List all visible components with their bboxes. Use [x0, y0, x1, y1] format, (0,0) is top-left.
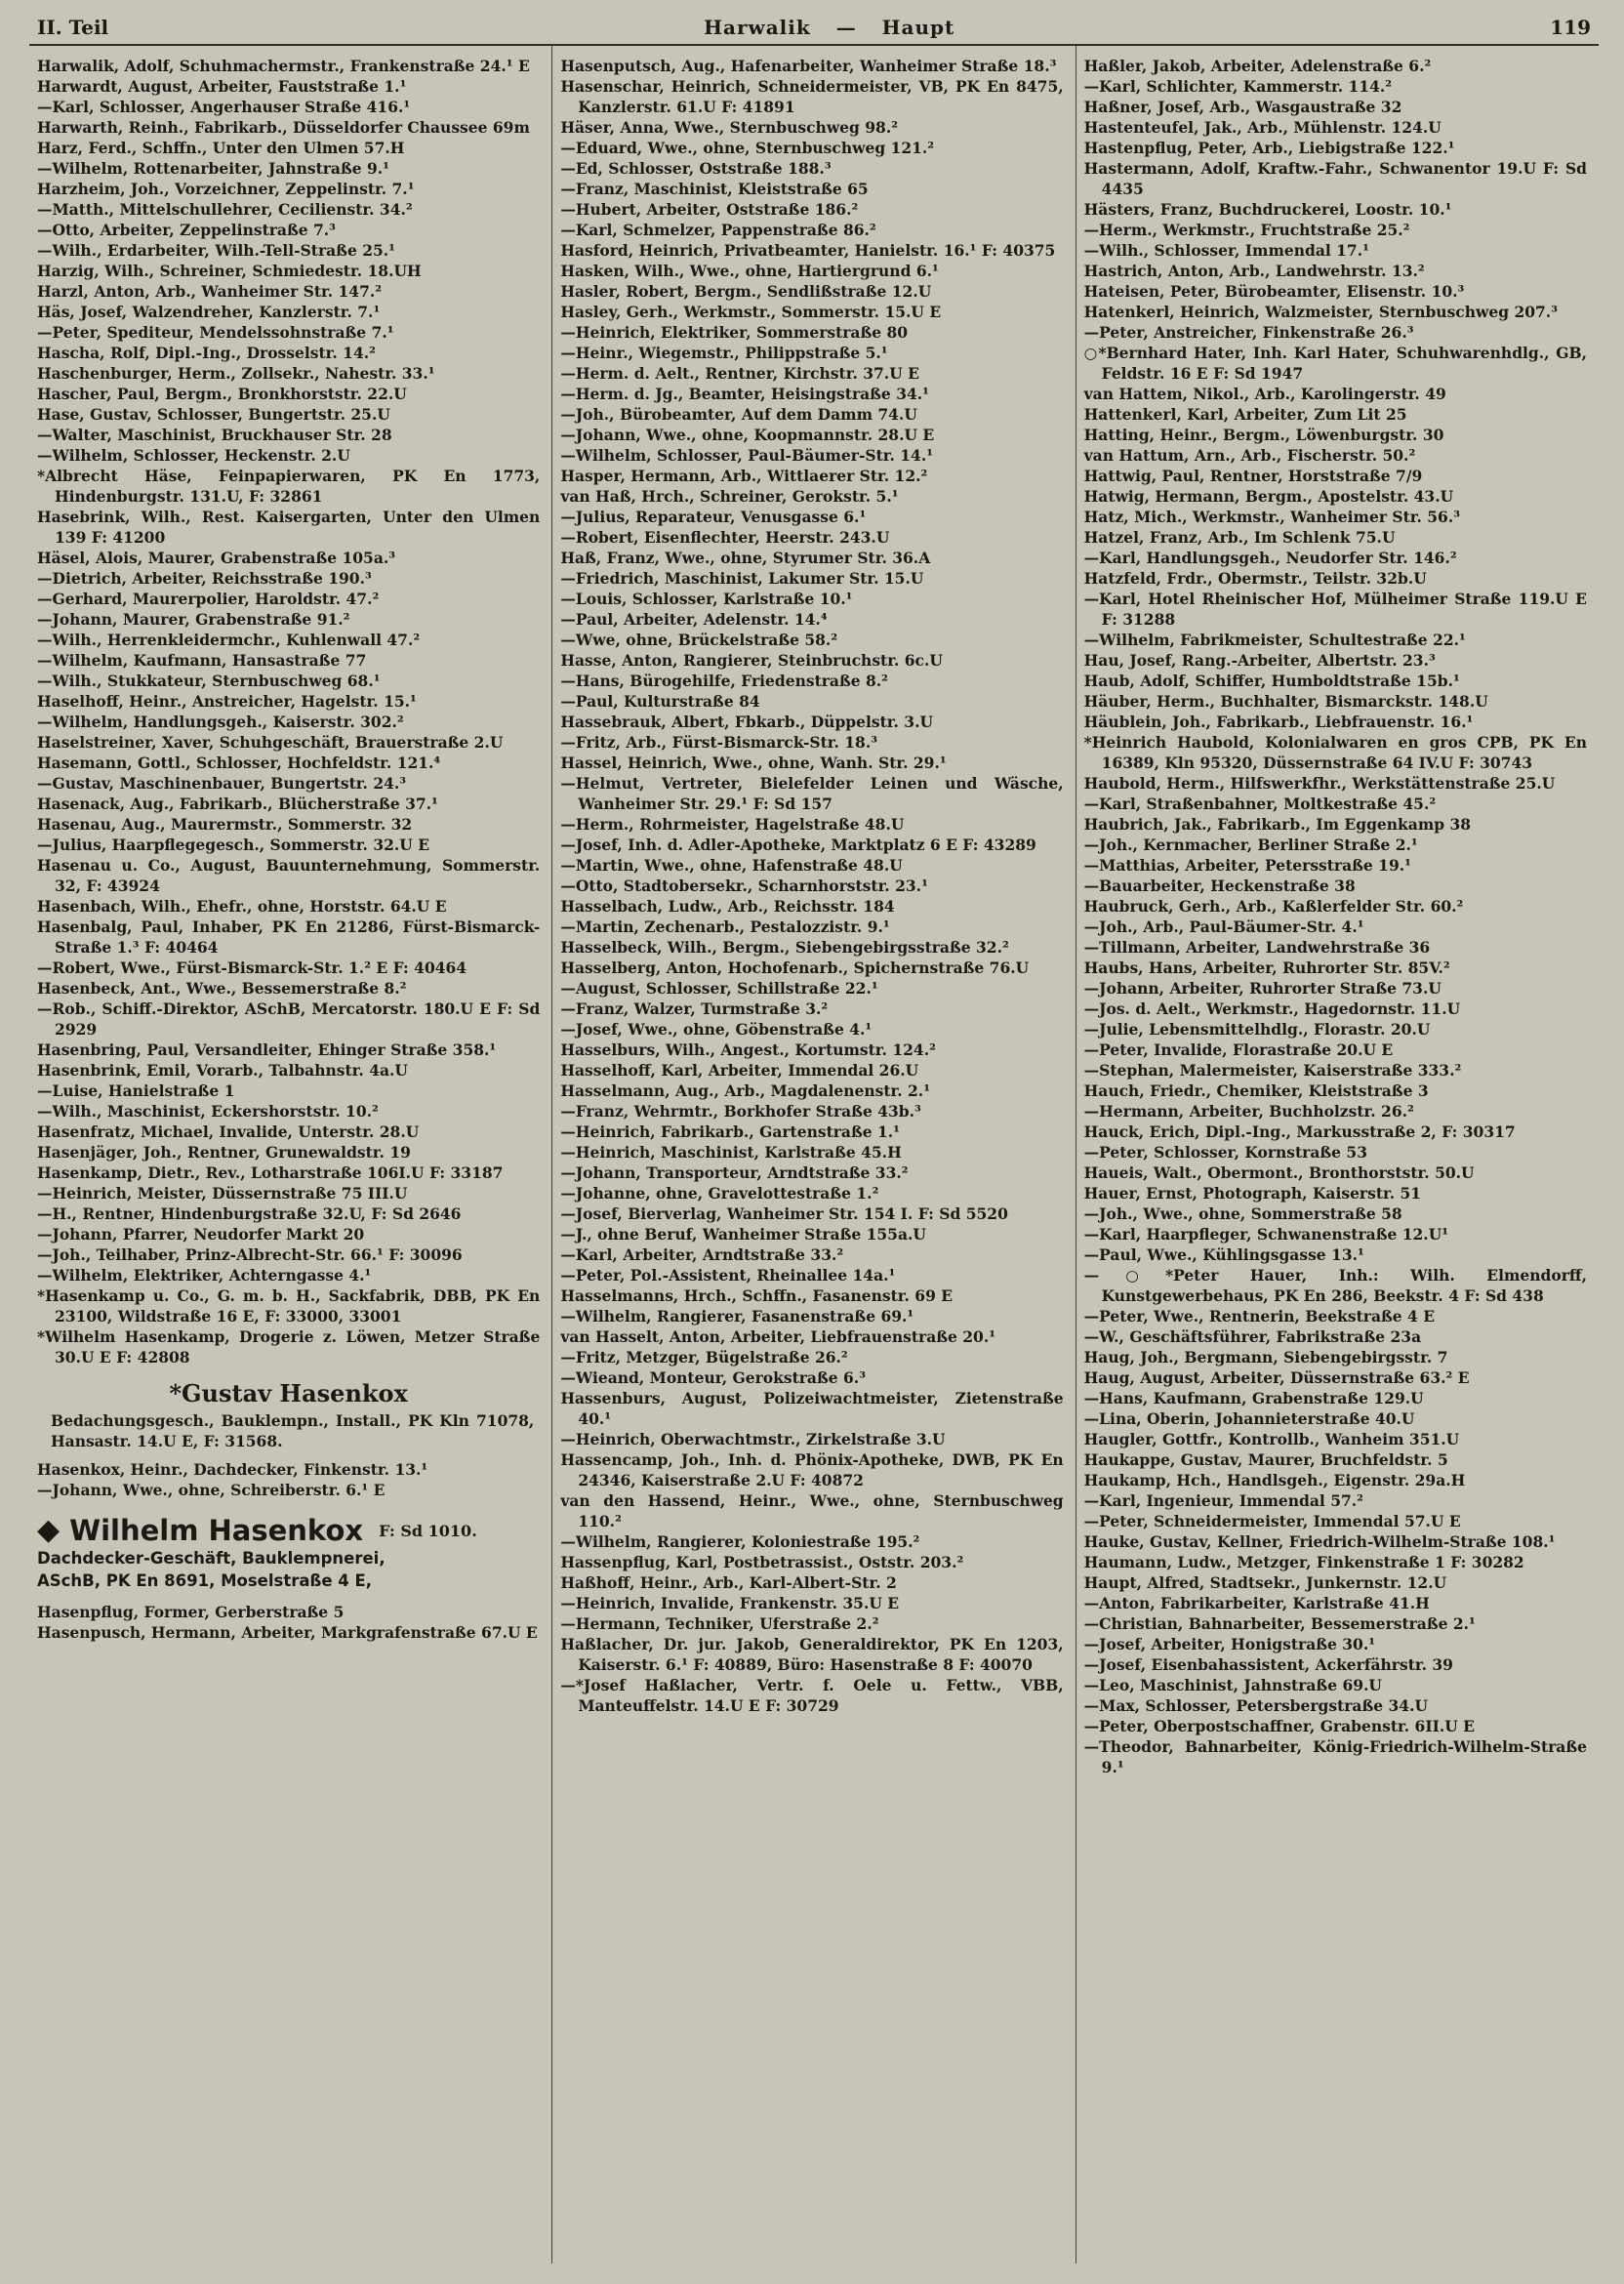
directory-entry: —Wieand, Monteur, Gerokstraße 6.³: [560, 1368, 866, 1387]
directory-entry: —Paul, Kulturstraße 84: [560, 692, 760, 711]
directory-entry: —Heinrich, Meister, Düssernstraße 75 III.U: [37, 1184, 408, 1203]
directory-entry: —Karl, Haarpfleger, Schwanenstraße 12.U¹: [1083, 1225, 1449, 1244]
directory-entry: —Peter, Spediteur, Mendelssohnstraße 7.¹: [37, 323, 394, 342]
directory-entry: —Franz, Walzer, Turmstraße 3.²: [560, 999, 829, 1018]
directory-entry: —Peter, Invalide, Florastraße 20.U E: [1083, 1040, 1394, 1059]
directory-entry: Hastenteufel, Jak., Arb., Mühlenstr. 124.U: [1083, 118, 1441, 137]
directory-entry: —Johann, Maurer, Grabenstraße 91.²: [37, 610, 350, 629]
directory-entry: —Joh., Kernmacher, Berliner Straße 2.¹: [1083, 836, 1418, 854]
directory-entry: Haselstreiner, Xaver, Schuhgeschäft, Brauerstraße 2.U: [37, 733, 504, 752]
directory-entry: Hastrich, Anton, Arb., Landwehrstr. 13.²: [1083, 262, 1425, 280]
directory-entry: van den Hassend, Heinr., Wwe., ohne, Sternbuschweg 110.²: [560, 1491, 1064, 1530]
directory-entry: —Julius, Reparateur, Venusgasse 6.¹: [560, 508, 867, 526]
directory-entry: —Johanne, ohne, Gravelottestraße 1.²: [560, 1184, 879, 1203]
directory-entry: Hatzel, Franz, Arb., Im Schlenk 75.U: [1083, 528, 1396, 547]
directory-entry: —H., Rentner, Hindenburgstraße 32.U, F: Sd 2646: [37, 1204, 462, 1223]
directory-entry: Harzl, Anton, Arb., Wanheimer Str. 147.²: [37, 282, 383, 301]
directory-entry: Haßlacher, Dr. jur. Jakob, Generaldirektor, PK En 1203, Kaiserstr. 6.¹ F: 40889, Büro: Hasenstraße 8 F: 40070: [560, 1635, 1064, 1674]
directory-entry: Hasenschar, Heinrich, Schneidermeister, VB, PK En 8475, Kanzlerstr. 61.U F: 41891: [560, 77, 1064, 116]
directory-entry: —Heinrich, Elektriker, Sommerstraße 80: [560, 323, 909, 342]
directory-entry: Haub, Adolf, Schiffer, Humboldtstraße 15b.¹: [1083, 672, 1460, 690]
directory-entry: —Peter, Wwe., Rentnerin, Beekstraße 4 E: [1083, 1307, 1436, 1326]
directory-entry: *Heinrich Haubold, Kolonialwaren en gros CPB, PK En 16389, Kln 95320, Düssernstraße 64 IV.U F: 30743: [1083, 733, 1587, 772]
directory-entry: Haß, Franz, Wwe., ohne, Styrumer Str. 36.A: [560, 549, 931, 567]
directory-ad-heading: *Gustav Hasenkox: [169, 1379, 408, 1407]
directory-entry: Haug, Joh., Bergmann, Siebengebirgsstr. 7: [1083, 1348, 1448, 1366]
directory-entry: Haßler, Jakob, Arbeiter, Adelenstraße 6.²: [1083, 57, 1432, 75]
directory-entry: Hasenbalg, Paul, Inhaber, PK En 21286, Fürst-Bismarck-Straße 1.³ F: 40464: [37, 918, 541, 957]
directory-entry: —Otto, Stadtobersekr., Scharnhorststr. 23.¹: [560, 877, 928, 895]
directory-entry: Hasenpflug, Former, Gerberstraße 5: [37, 1603, 345, 1621]
directory-entry: —Peter, Schlosser, Kornstraße 53: [1083, 1143, 1367, 1162]
directory-entry: Haubruck, Gerh., Arb., Kaßlerfelder Str. 60.²: [1083, 897, 1464, 916]
directory-entry: Hascha, Rolf, Dipl.-Ing., Drosselstr. 14.²: [37, 344, 376, 362]
directory-entry: Hassencamp, Joh., Inh. d. Phönix-Apotheke, DWB, PK En 24346, Kaiserstraße 2.U F: 40872: [560, 1450, 1064, 1489]
directory-entry: —Matth., Mittelschullehrer, Cecilienstr. 34.²: [37, 200, 413, 219]
directory-entry: —Hans, Kaufmann, Grabenstraße 129.U: [1083, 1389, 1424, 1407]
directory-entry: Haubrich, Jak., Fabrikarb., Im Eggenkamp 38: [1083, 815, 1472, 834]
directory-entry: —Julie, Lebensmittelhdlg., Florastr. 20.U: [1083, 1020, 1431, 1039]
directory-entry: Hasler, Robert, Bergm., Sendlißstraße 12.U: [560, 282, 932, 301]
directory-entry: Hascher, Paul, Bergm., Bronkhorststr. 22.U: [37, 385, 407, 403]
page-header: [29, 16, 1599, 46]
directory-entry: —Karl, Schmelzer, Pappenstraße 86.²: [560, 221, 876, 239]
directory-entry: *Hasenkamp u. Co., G. m. b. H., Sackfabrik, DBB, PK En 23100, Wildstraße 16 E, F: 33000, 33001: [37, 1286, 541, 1326]
directory-entry: Hasenbeck, Ant., Wwe., Bessemerstraße 8.²: [37, 979, 407, 998]
directory-entry: —Heinr., Wiegemstr., Philippstraße 5.¹: [560, 344, 888, 362]
directory-entry: —Max, Schlosser, Petersbergstraße 34.U: [1083, 1696, 1428, 1715]
directory-entry: —Ed, Schlosser, Oststraße 188.³: [560, 159, 832, 178]
directory-entry: —J., ohne Beruf, Wanheimer Straße 155a.U: [560, 1225, 926, 1244]
directory-entry: —Dietrich, Arbeiter, Reichsstraße 190.³: [37, 569, 372, 588]
directory-entry: Haugler, Gottfr., Kontrollb., Wanheim 351.U: [1083, 1430, 1460, 1448]
directory-entry: —Karl, Schlosser, Angerhauser Straße 416.¹: [37, 98, 411, 116]
directory-entry: —Karl, Straßenbahner, Moltkestraße 45.²: [1083, 795, 1437, 813]
directory-entry: —Peter, Oberpostschaffner, Grabenstr. 6II.U E: [1083, 1717, 1475, 1735]
directory-entry: —Karl, Ingenieur, Immendal 57.²: [1083, 1491, 1363, 1510]
directory-entry: Haßhoff, Heinr., Arb., Karl-Albert-Str. 2: [560, 1573, 897, 1592]
directory-entry: —Heinrich, Invalide, Frankenstr. 35.U E: [560, 1594, 900, 1612]
directory-entry: —Karl, Schlichter, Kammerstr. 114.²: [1083, 77, 1393, 96]
directory-entry: —Johann, Wwe., ohne, Koopmannstr. 28.U E: [560, 426, 935, 444]
directory-entry: —Wilh., Herrenkleidermchr., Kuhlenwall 47.²: [37, 631, 421, 649]
directory-entry: —Wilh., Maschinist, Eckershorststr. 10.²: [37, 1102, 379, 1121]
directory-entry: Hasemann, Gottl., Schlosser, Hochfeldstr. 121.⁴: [37, 754, 441, 772]
directory-entry: Hasenau, Aug., Maurermstr., Sommerstr. 32: [37, 815, 413, 834]
directory-entry: —Leo, Maschinist, Jahnstraße 69.U: [1083, 1676, 1382, 1694]
directory-entry: —Joh., Wwe., ohne, Sommerstraße 58: [1083, 1204, 1402, 1223]
directory-entry: —Hermann, Arbeiter, Buchholzstr. 26.²: [1083, 1102, 1414, 1121]
directory-entry: —Wilh., Erdarbeiter, Wilh.-Tell-Straße 25.¹: [37, 241, 395, 260]
directory-entry: —Heinrich, Oberwachtmstr., Zirkelstraße 3.U: [560, 1430, 946, 1448]
header-part-label: II. Teil: [37, 16, 109, 39]
directory-entry: —Anton, Fabrikarbeiter, Karlstraße 41.H: [1083, 1594, 1430, 1612]
directory-entry: —Karl, Handlungsgeh., Neudorfer Str. 146.²: [1083, 549, 1457, 567]
directory-entry: Hasselmann, Aug., Arb., Magdalenenstr. 2.¹: [560, 1081, 930, 1100]
directory-entry: —Wilh., Schlosser, Immendal 17.¹: [1083, 241, 1369, 260]
header-guide-words: Harwalik — Haupt: [704, 16, 955, 39]
directory-column-2: [551, 46, 1075, 2264]
directory-entry: Hasse, Anton, Rangierer, Steinbruchstr. 6c.U: [560, 651, 943, 670]
directory-entry: Harwalik, Adolf, Schuhmachermstr., Frankenstraße 24.¹ E: [37, 57, 530, 75]
directory-entry: Hateisen, Peter, Bürobeamter, Elisenstr. 10.³: [1083, 282, 1465, 301]
directory-entry: Hasselhoff, Karl, Arbeiter, Immendal 26.U: [560, 1061, 919, 1080]
directory-entry: —Josef, Wwe., ohne, Göbenstraße 4.¹: [560, 1020, 873, 1039]
page-number: 119: [1550, 16, 1591, 39]
ad-phone-number: F: Sd 1010.: [379, 1521, 477, 1540]
directory-entry: —Herm., Werkmstr., Fruchtstraße 25.²: [1083, 221, 1410, 239]
directory-entry: Hasenbrink, Emil, Vorarb., Talbahnstr. 4a.U: [37, 1061, 408, 1080]
directory-entry: —Theodor, Bahnarbeiter, König-Friedrich-Wilhelm-Straße 9.¹: [1083, 1737, 1587, 1776]
directory-entry: —Herm. d. Jg., Beamter, Heisingstraße 34.¹: [560, 385, 929, 403]
directory-entry: van Hattem, Nikol., Arb., Karolingerstr. 49: [1083, 385, 1446, 403]
directory-entry: —Stephan, Malermeister, Kaiserstraße 333.²: [1083, 1061, 1462, 1080]
directory-entry: —Wilhelm, Rangierer, Fasanenstraße 69.¹: [560, 1307, 914, 1326]
directory-entry: Haubold, Herm., Hilfswerkfhr., Werkstättenstraße 25.U: [1083, 774, 1556, 793]
directory-entry: Hatenkerl, Heinrich, Walzmeister, Sternbuschweg 207.³: [1083, 303, 1558, 321]
directory-entry: Hasenau u. Co., August, Bauunternehmung, Sommerstr. 32, F: 43924: [37, 856, 541, 895]
directory-entry: —Friedrich, Maschinist, Lakumer Str. 15.U: [560, 569, 924, 588]
directory-entry: —Josef, Bierverlag, Wanheimer Str. 154 I. F: Sd 5520: [560, 1204, 1008, 1223]
directory-column-3: [1076, 46, 1599, 2264]
directory-entry: Häublein, Joh., Fabrikarb., Liebfrauenstr. 16.¹: [1083, 713, 1474, 731]
directory-entry: —Fritz, Metzger, Bügelstraße 26.²: [560, 1348, 848, 1366]
directory-entry: —Wilhelm, Schlosser, Heckenstr. 2.U: [37, 446, 350, 465]
directory-entry: —Paul, Wwe., Kühlingsgasse 13.¹: [1083, 1245, 1364, 1264]
directory-entry: Haßner, Josef, Arb., Wasgaustraße 32: [1083, 98, 1402, 116]
directory-entry: —Peter, Schneidermeister, Immendal 57.U E: [1083, 1512, 1461, 1530]
directory-entry: —Wilhelm, Rangierer, Koloniestraße 195.²: [560, 1532, 920, 1551]
directory-entry: Hasenfratz, Michael, Invalide, Unterstr. 28.U: [37, 1122, 420, 1141]
directory-entry: —Karl, Hotel Rheinischer Hof, Mülheimer Straße 119.U E F: 31288: [1083, 590, 1587, 629]
directory-entry: Häuber, Herm., Buchhalter, Bismarckstr. 148.U: [1083, 692, 1488, 711]
directory-entry: —*Josef Haßlacher, Vertr. f. Oele u. Fettw., VBB, Manteuffelstr. 14.U E F: 30729: [560, 1676, 1064, 1715]
directory-entry: —Martin, Wwe., ohne, Hafenstraße 48.U: [560, 856, 903, 875]
directory-entry: —○*Peter Hauer, Inh.: Wilh. Elmendorff, Kunstgewerbehaus, PK En 286, Beekstr. 4 F: Sd 438: [1083, 1266, 1587, 1305]
directory-entry: —Jos. d. Aelt., Werkmstr., Hagedornstr. 11.U: [1083, 999, 1461, 1018]
directory-entry: Harwarth, Reinh., Fabrikarb., Düsseldorfer Chaussee 69m: [37, 118, 530, 137]
directory-entry: Hasford, Heinrich, Privatbeamter, Hanielstr. 16.¹ F: 40375: [560, 241, 1056, 260]
directory-entry: —Josef, Arbeiter, Honigstraße 30.¹: [1083, 1635, 1376, 1653]
directory-entry: Hatzfeld, Frdr., Obermstr., Teilstr. 32b.U: [1083, 569, 1427, 588]
directory-entry: Hasselburs, Wilh., Angest., Kortumstr. 124.²: [560, 1040, 936, 1059]
directory-entry: Hasenputsch, Aug., Hafenarbeiter, Wanheimer Straße 18.³: [560, 57, 1057, 75]
directory-entry: —August, Schlosser, Schillstraße 22.¹: [560, 979, 878, 998]
directory-entry: Haupt, Alfred, Stadtsekr., Junkernstr. 12.U: [1083, 1573, 1447, 1592]
directory-entry: Häs, Josef, Walzendreher, Kanzlerstr. 7.¹: [37, 303, 381, 321]
directory-entry: —Walter, Maschinist, Bruckhauser Str. 28: [37, 426, 392, 444]
directory-entry: *Albrecht Häse, Feinpapierwaren, PK En 1773, Hindenburgstr. 131.U, F: 32861: [37, 467, 541, 506]
directory-entry: —Josef, Eisenbahassistent, Ackerfährstr. 39: [1083, 1655, 1453, 1674]
directory-entry: Haukappe, Gustav, Maurer, Bruchfeldstr. 5: [1083, 1450, 1448, 1469]
directory-entry: —Hermann, Techniker, Uferstraße 2.²: [560, 1614, 879, 1633]
directory-entry: —Martin, Zechenarb., Pestalozzistr. 9.¹: [560, 918, 890, 936]
directory-entry: —Otto, Arbeiter, Zeppelinstraße 7.³: [37, 221, 336, 239]
directory-entry: Hauch, Friedr., Chemiker, Kleiststraße 3: [1083, 1081, 1429, 1100]
directory-entry: —Joh., Teilhaber, Prinz-Albrecht-Str. 66.¹ F: 30096: [37, 1245, 463, 1264]
directory-entry: van Haß, Hrch., Schreiner, Gerokstr. 5.¹: [560, 487, 899, 506]
directory-entry: Hasenack, Aug., Fabrikarb., Blücherstraße 37.¹: [37, 795, 438, 813]
directory-entry: Hassenburs, August, Polizeiwachtmeister, Zietenstraße 40.¹: [560, 1389, 1064, 1428]
directory-entry: Hasenkamp, Dietr., Rev., Lotharstraße 106I.U F: 33187: [37, 1163, 504, 1182]
directory-entry: —Wilhelm, Handlungsgeh., Kaiserstr. 302.²: [37, 713, 404, 731]
directory-entry: Häsel, Alois, Maurer, Grabenstraße 105a.³: [37, 549, 396, 567]
directory-entry: —Wilhelm, Rottenarbeiter, Jahnstraße 9.¹: [37, 159, 389, 178]
ad-business-name: Wilhelm Hasenkox: [69, 1514, 364, 1547]
ad-text-line: Dachdecker-Geschäft, Bauklempnerei,: [37, 1549, 386, 1568]
directory-entry: —Louis, Schlosser, Karlstraße 10.¹: [560, 590, 853, 608]
directory-entry: Haueis, Walt., Obermont., Bronthorststr. 50.U: [1083, 1163, 1475, 1182]
directory-entry: —Rob., Schiff.-Direktor, ASchB, Mercatorstr. 180.U E F: Sd 2929: [37, 999, 541, 1039]
directory-entry: Haselhoff, Heinr., Anstreicher, Hagelstr. 15.¹: [37, 692, 417, 711]
directory-entry: —Wilhelm, Schlosser, Paul-Bäumer-Str. 14.¹: [560, 446, 934, 465]
directory-entry: —Peter, Anstreicher, Finkenstraße 26.³: [1083, 323, 1414, 342]
directory-entry: —Eduard, Wwe., ohne, Sternbuschweg 121.²: [560, 139, 935, 157]
directory-entry: —Hubert, Arbeiter, Oststraße 186.²: [560, 200, 859, 219]
directory-entry: —Johann, Transporteur, Arndtstraße 33.²: [560, 1163, 909, 1182]
directory-entry: Haubs, Hans, Arbeiter, Ruhrorter Str. 85V.²: [1083, 958, 1450, 977]
directory-entry: Haug, August, Arbeiter, Düssernstraße 63.² E: [1083, 1368, 1470, 1387]
directory-display-ad: [37, 1514, 540, 1592]
directory-entry: —Wwe, ohne, Brückelstraße 58.²: [560, 631, 838, 649]
directory-entry: —Herm., Rohrmeister, Hagelstraße 48.U: [560, 815, 905, 834]
directory-entry: —Helmut, Vertreter, Bielefelder Leinen und Wäsche, Wanheimer Str. 29.¹ F: Sd 157: [560, 774, 1064, 813]
directory-entry: Hasken, Wilh., Wwe., ohne, Hartiergrund 6.¹: [560, 262, 939, 280]
directory-entry: —Fritz, Arb., Fürst-Bismarck-Str. 18.³: [560, 733, 878, 752]
directory-entry: Hatting, Heinr., Bergm., Löwenburgstr. 30: [1083, 426, 1444, 444]
directory-entry: —W., Geschäftsführer, Fabrikstraße 23a: [1083, 1327, 1422, 1346]
directory-entry: Hasselbach, Ludw., Arb., Reichsstr. 184: [560, 897, 895, 916]
directory-entry: —Lina, Oberin, Johannieterstraße 40.U: [1083, 1409, 1415, 1428]
directory-entry: —Johann, Pfarrer, Neudorfer Markt 20: [37, 1225, 365, 1244]
directory-entry: —Tillmann, Arbeiter, Landwehrstraße 36: [1083, 938, 1431, 957]
directory-entry: Harz, Ferd., Schffn., Unter den Ulmen 57.H: [37, 139, 405, 157]
directory-entry: Hästers, Franz, Buchdruckerei, Loostr. 10.¹: [1083, 200, 1452, 219]
directory-entry: *Wilhelm Hasenkamp, Drogerie z. Löwen, Metzer Straße 30.U E F: 42808: [37, 1327, 541, 1366]
directory-entry: Hasenbach, Wilh., Ehefr., ohne, Horststr. 64.U E: [37, 897, 447, 916]
directory-entry: Hatz, Mich., Werkmstr., Wanheimer Str. 56.³: [1083, 508, 1461, 526]
directory-entry: van Hasselt, Anton, Arbeiter, Liebfrauenstraße 20.¹: [560, 1327, 996, 1346]
directory-entry: Hatwig, Hermann, Bergm., Apostelstr. 43.U: [1083, 487, 1454, 506]
directory-entry: —Julius, Haarpflegegesch., Sommerstr. 32.U E: [37, 836, 430, 854]
directory-entry: —Matthias, Arbeiter, Petersstraße 19.¹: [1083, 856, 1411, 875]
directory-entry: Hasper, Hermann, Arb., Wittlaerer Str. 12.²: [560, 467, 928, 485]
directory-entry: Hasebrink, Wilh., Rest. Kaisergarten, Unter den Ulmen 139 F: 41200: [37, 508, 541, 547]
directory-entry: Hattwig, Paul, Rentner, Horststraße 7/9: [1083, 467, 1423, 485]
directory-entry: —Paul, Arbeiter, Adelenstr. 14.⁴: [560, 610, 828, 629]
directory-entry: Hasselmanns, Hrch., Schffn., Fasanenstr. 69 E: [560, 1286, 954, 1305]
directory-entry: Hasenkox, Heinr., Dachdecker, Finkenstr. 13.¹: [37, 1460, 428, 1479]
directory-entry: Hattenkerl, Karl, Arbeiter, Zum Lit 25: [1083, 405, 1407, 424]
diamond-logo-icon: ◆: [37, 1513, 61, 1547]
directory-entry: —Robert, Eisenflechter, Heerstr. 243.U: [560, 528, 890, 547]
directory-entry: ○*Bernhard Hater, Inh. Karl Hater, Schuhwarenhdlg., GB, Feldstr. 16 E F: Sd 1947: [1083, 344, 1587, 383]
directory-entry: —Joh., Bürobeamter, Auf dem Damm 74.U: [560, 405, 917, 424]
directory-entry: van Hattum, Arn., Arb., Fischerstr. 50.²: [1083, 446, 1416, 465]
directory-ad-text: Bedachungsgesch., Bauklempn., Install., PK Kln 71078, Hansastr. 14.U E, F: 31568.: [51, 1411, 535, 1450]
ad-text-line: ASchB, PK En 8691, Moselstraße 4 E,: [37, 1571, 373, 1590]
directory-entry: Hau, Josef, Rang.-Arbeiter, Albertstr. 23.³: [1083, 651, 1436, 670]
directory-entry: —Heinrich, Maschinist, Karlstraße 45.H: [560, 1143, 902, 1162]
directory-entry: Haukamp, Hch., Handlsgeh., Eigenstr. 29a.H: [1083, 1471, 1466, 1489]
directory-entry: Hastenpflug, Peter, Arb., Liebigstraße 122.¹: [1083, 139, 1455, 157]
directory-entry: Haumann, Ludw., Metzger, Finkenstraße 1 F: 30282: [1083, 1553, 1524, 1571]
directory-entry: Hassebrauk, Albert, Fbkarb., Düppelstr. 3.U: [560, 713, 933, 731]
directory-entry: —Joh., Arb., Paul-Bäumer-Str. 4.¹: [1083, 918, 1364, 936]
directory-entry: Hase, Gustav, Schlosser, Bungertstr. 25.U: [37, 405, 390, 424]
columns-container: [29, 46, 1599, 2264]
directory-entry: —Christian, Bahnarbeiter, Bessemerstraße 2.¹: [1083, 1614, 1476, 1633]
directory-entry: Hassel, Heinrich, Wwe., ohne, Wanh. Str. 29.¹: [560, 754, 947, 772]
directory-entry: Hastermann, Adolf, Kraftw.-Fahr., Schwanentor 19.U F: Sd 4435: [1083, 159, 1587, 198]
directory-entry: Hasenjäger, Joh., Rentner, Grunewaldstr. 19: [37, 1143, 411, 1162]
directory-column-1: [29, 46, 551, 2264]
directory-entry: —Herm. d. Aelt., Rentner, Kirchstr. 37.U E: [560, 364, 919, 383]
directory-entry: Hauke, Gustav, Kellner, Friedrich-Wilhelm-Straße 108.¹: [1083, 1532, 1556, 1551]
directory-entry: —Wilhelm, Kaufmann, Hansastraße 77: [37, 651, 367, 670]
directory-entry: —Wilhelm, Elektriker, Achterngasse 4.¹: [37, 1266, 372, 1285]
directory-entry: —Bauarbeiter, Heckenstraße 38: [1083, 877, 1356, 895]
directory-entry: Hassenpflug, Karl, Postbetrassist., Oststr. 203.²: [560, 1553, 964, 1571]
directory-entry: Hasselberg, Anton, Hochofenarb., Spichernstraße 76.U: [560, 958, 1030, 977]
directory-entry: —Johann, Arbeiter, Ruhrorter Straße 73.U: [1083, 979, 1441, 998]
directory-entry: Hauck, Erich, Dipl.-Ing., Markusstraße 2, F: 30317: [1083, 1122, 1516, 1141]
directory-entry: —Heinrich, Fabrikarb., Gartenstraße 1.¹: [560, 1122, 900, 1141]
directory-entry: —Franz, Maschinist, Kleiststraße 65: [560, 180, 869, 198]
directory-entry: Harzig, Wilh., Schreiner, Schmiedestr. 18.UH: [37, 262, 422, 280]
directory-entry: —Karl, Arbeiter, Arndtstraße 33.²: [560, 1245, 844, 1264]
directory-entry: Hasselbeck, Wilh., Bergm., Siebengebirgsstraße 32.²: [560, 938, 1009, 957]
directory-entry: Häser, Anna, Wwe., Sternbuschweg 98.²: [560, 118, 899, 137]
directory-entry: —Luise, Hanielstraße 1: [37, 1081, 235, 1100]
directory-entry: —Josef, Inh. d. Adler-Apotheke, Marktplatz 6 E F: 43289: [560, 836, 1036, 854]
directory-entry: Harzheim, Joh., Vorzeichner, Zeppelinstr. 7.¹: [37, 180, 415, 198]
directory-entry: —Wilhelm, Fabrikmeister, Schultestraße 22.¹: [1083, 631, 1466, 649]
directory-entry: Hasenbring, Paul, Versandleiter, Ehinger Straße 358.¹: [37, 1040, 497, 1059]
directory-entry: —Johann, Wwe., ohne, Schreiberstr. 6.¹ E: [37, 1481, 386, 1499]
directory-entry: —Wilh., Stukkateur, Sternbuschweg 68.¹: [37, 672, 381, 690]
directory-entry: Haschenburger, Herm., Zollsekr., Nahestr. 33.¹: [37, 364, 435, 383]
directory-entry: Hauer, Ernst, Photograph, Kaiserstr. 51: [1083, 1184, 1422, 1203]
directory-entry: Harwardt, August, Arbeiter, Fauststraße 1.¹: [37, 77, 407, 96]
directory-entry: Hasenpusch, Hermann, Arbeiter, Markgrafenstraße 67.U E: [37, 1623, 538, 1642]
directory-entry: Hasley, Gerh., Werkmstr., Sommerstr. 15.U E: [560, 303, 942, 321]
directory-entry: —Peter, Pol.-Assistent, Rheinallee 14a.¹: [560, 1266, 896, 1285]
directory-entry: —Gustav, Maschinenbauer, Bungertstr. 24.³: [37, 774, 407, 793]
directory-entry: —Franz, Wehrmtr., Borkhofer Straße 43b.³: [560, 1102, 921, 1121]
directory-entry: —Gerhard, Maurerpolier, Haroldstr. 47.²: [37, 590, 380, 608]
directory-entry: —Hans, Bürogehilfe, Friedenstraße 8.²: [560, 672, 888, 690]
directory-entry: —Robert, Wwe., Fürst-Bismarck-Str. 1.² E F: 40464: [37, 958, 467, 977]
